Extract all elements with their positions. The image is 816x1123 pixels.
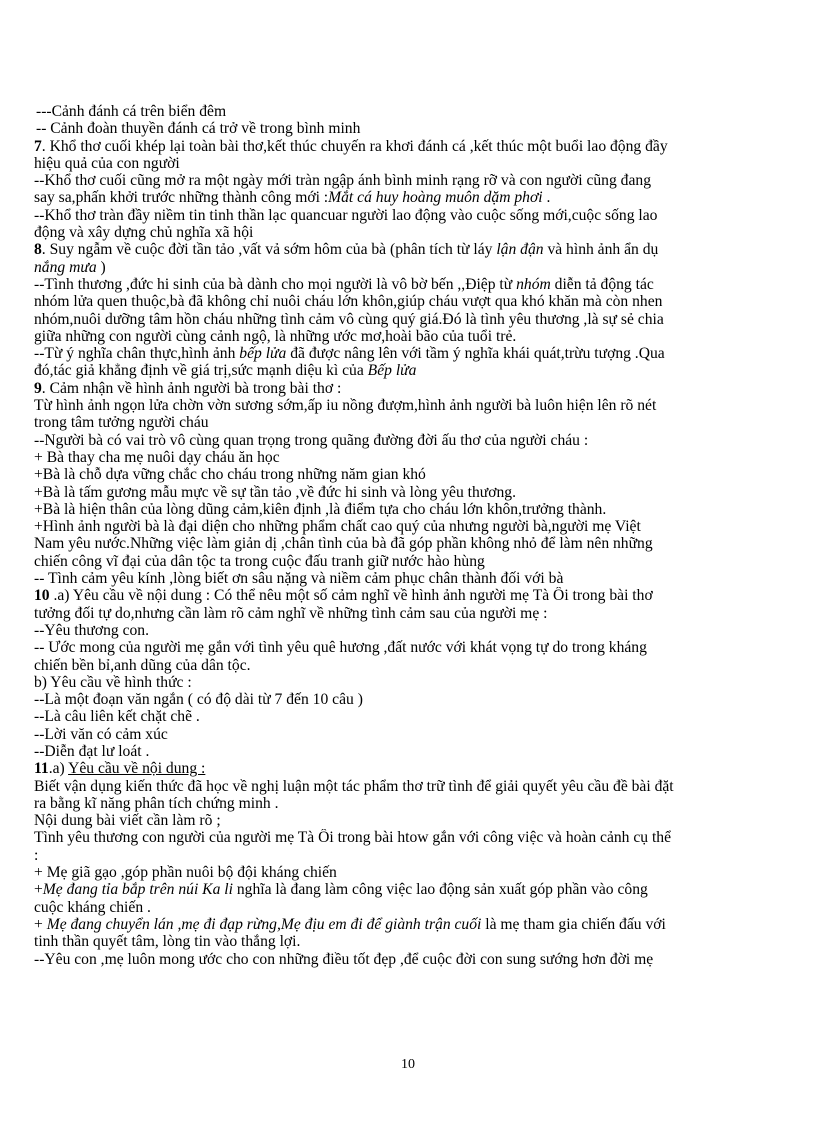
text-line (34, 484, 804, 501)
section-number: 9 (34, 379, 42, 397)
line-text: và hình ảnh ẩn dụ (543, 241, 659, 259)
line-text: +Bà là hiện thân của lòng dũng cảm,kiên định ,là điểm tựa cho cháu lớn khôn,trưởng thành. (34, 500, 607, 518)
line-text: đó,tác giả khẳng định về giá trị,sức mạnh diệu kì của (34, 362, 368, 380)
text-line (34, 466, 804, 483)
line-text: --Là câu liên kết chặt chẽ . (34, 708, 200, 726)
line-text: + (34, 881, 43, 899)
line-text: nghĩa là đang làm công việc lao động sản xuất góp phần vào công (232, 881, 648, 899)
text-line (34, 103, 804, 120)
line-text: -- Cảnh đoàn thuyền đánh cá trở về trong bình minh (36, 120, 361, 138)
text-line (34, 881, 804, 898)
line-text: trong tâm tưởng người cháu (34, 414, 209, 432)
text-line (34, 812, 804, 829)
text-line (34, 120, 804, 137)
line-text: --Từ ý nghĩa chân thực,hình ảnh (34, 345, 240, 363)
line-text: . Khổ thơ cuối khép lại toàn bài thơ,kết thúc chuyến ra khơi đánh cá ,kết thúc một buổi lao động đầy (41, 137, 668, 155)
italic-quote: Mẹ đang tỉa bắp trên núi Ka li (42, 881, 233, 899)
page-number: 10 (401, 1057, 415, 1072)
text-line (34, 501, 804, 518)
text-line (34, 276, 804, 293)
line-text: là mẹ tham gia chiến đấu với (481, 915, 666, 933)
text-line (34, 172, 804, 189)
line-text: say sa,phấn khởi trước những thành công mới : (34, 189, 329, 207)
text-line (34, 726, 804, 743)
line-text: -- Tình cảm yêu kính ,lòng biết ơn sâu nặng và niềm cảm phục chân thành đối với bà (34, 570, 564, 588)
line-text: giữa những con người cùng cảnh ngộ, là những ước mơ,hoài bão của tuổi trẻ. (34, 327, 517, 345)
line-text: hiệu quả của con người (34, 154, 180, 172)
text-line (34, 708, 804, 725)
line-text: : (34, 846, 39, 864)
line-text: --Người bà có vai trò vô cùng quan trọng trong quãng đường đời ấu thơ của người cháu : (34, 431, 589, 449)
section-number: 8 (34, 241, 42, 259)
text-line (34, 414, 804, 431)
line-text: -- Ước mong của người mẹ gắn với tình yêu quê hương ,đất nước với khát vọng tự do trong kháng (34, 639, 647, 657)
section-number: 10 (34, 587, 50, 605)
text-line (34, 743, 804, 760)
line-text: +Bà là tấm gương mẫu mực về sự tần tảo ,về đức hi sinh và lòng yêu thương. (34, 483, 516, 501)
text-line (34, 674, 804, 691)
italic-quote: nắng mưa (34, 258, 97, 276)
line-text: Từ hình ảnh ngọn lửa chờn vờn sương sớm,ấp iu nồng đượm,hình ảnh người bà luôn hiện lên rõ nét (34, 397, 657, 415)
line-text: Tình yêu thương con người của người mẹ Tà Ôi trong bài htow gắn với công việc và hoàn cảnh cụ thể (34, 829, 672, 847)
line-text: --Khổ thơ tràn đầy niềm tin tinh thần lạc quancuar người lao động vào cuộc sống mới,cuộc sống lao (34, 206, 658, 224)
text-line (34, 916, 804, 933)
line-text: cuộc kháng chiến . (34, 898, 151, 916)
text-line (34, 829, 804, 846)
text-line (34, 691, 804, 708)
text-line (34, 362, 804, 379)
line-text: + (34, 915, 47, 933)
line-text: .a) Yêu cầu về nội dung : Có thể nêu một số cảm nghĩ về hình ảnh người mẹ Tà Ôi trong bài thơ (49, 587, 653, 605)
text-line (34, 899, 804, 916)
text-line (34, 189, 804, 206)
underlined-heading: Yêu cầu về nội dung : (68, 760, 206, 778)
text-line (34, 293, 804, 310)
text-line (34, 311, 804, 328)
line-text: Nội dung bài viết cần làm rõ ; (34, 812, 221, 830)
line-text: --Là một đoạn văn ngắn ( có độ dài từ 7 đến 10 câu ) (34, 691, 363, 709)
text-line (34, 155, 804, 172)
line-text: +Bà là chỗ dựa vững chắc cho cháu trong những năm gian khó (34, 466, 426, 484)
section-number: 11 (34, 760, 49, 778)
text-line (34, 760, 804, 777)
text-line (34, 380, 804, 397)
line-text: . (542, 189, 551, 207)
line-text: diễn tả động tác (550, 275, 654, 293)
line-text: b) Yêu cầu về hình thức : (34, 673, 192, 691)
line-text: ---Cảnh đánh cá trên biển đêm (36, 103, 227, 120)
line-text: --Yêu thương con. (34, 621, 149, 639)
line-text: động và xây dựng chủ nghĩa xã hội (34, 224, 254, 242)
line-text: đã được nâng lên với tầm ý nghĩa khái quát,trừu tượng .Qua (286, 345, 665, 363)
text-line (34, 605, 804, 622)
italic-quote: nhóm (516, 275, 551, 293)
line-text: --Lời văn có cảm xúc (34, 725, 168, 743)
line-text: tinh thần quyết tâm, lòng tin vào thắng lợi. (34, 933, 301, 951)
text-line (34, 345, 804, 362)
text-line (34, 587, 804, 604)
line-text: nhóm,nuôi dưỡng tâm hồn cháu những tình cảm vô cùng quý giá.Đó là tình yêu thương ,là sự sẻ chia (34, 310, 664, 328)
text-line (34, 432, 804, 449)
text-line (34, 657, 804, 674)
text-line (34, 535, 804, 552)
line-text: tưởng đối tự do,nhưng cần làm rõ cảm nghĩ về những tình cảm sau của người mẹ : (34, 604, 548, 622)
italic-quote: Mẹ đang chuyển lán ,mẹ đi đạp rừng,Mẹ địu em đi để giành trận cuối (46, 915, 482, 933)
text-line (34, 553, 804, 570)
text-line (34, 207, 804, 224)
text-line (34, 328, 804, 345)
line-text: --Tình thương ,đức hi sinh của bà dành cho mọi người là vô bờ bến ,,Điệp từ (34, 275, 517, 293)
text-line (34, 951, 804, 968)
text-line (34, 259, 804, 276)
line-text: Biết vận dụng kiến thức đã học về nghị luận một tác phẩm thơ trữ tình để giải quyết yêu cầu đề bài đặt (34, 777, 674, 795)
text-line (34, 847, 804, 864)
text-line (34, 570, 804, 587)
section-number: 7 (34, 137, 42, 155)
text-line (34, 449, 804, 466)
text-line (34, 241, 804, 258)
line-text: --Yêu con ,mẹ luôn mong ước cho con những điều tốt đẹp ,để cuộc đời con sung sướng hơn đời mẹ (34, 950, 654, 968)
line-text: . Suy ngẫm về cuộc đời tần tảo ,vất vả sớm hôm của bà (phân tích từ láy (41, 241, 497, 259)
line-text: +Hình ảnh người bà là đại diện cho những phẩm chất cao quý của nhưng người bà,người mẹ Việt (34, 518, 641, 536)
text-line (34, 778, 804, 795)
line-text: + Mẹ giã gạo ,góp phần nuôi bộ đội kháng chiến (34, 864, 337, 882)
line-text: .a) (48, 760, 69, 778)
line-text: --Diễn đạt lư loát . (34, 742, 150, 760)
line-text: ra bằng kĩ năng phân tích chứng minh . (34, 794, 279, 812)
text-line (34, 639, 804, 656)
text-line (34, 622, 804, 639)
italic-quote: lận đận (496, 241, 544, 259)
text-line (34, 397, 804, 414)
text-line (34, 518, 804, 535)
line-text: chiến công vĩ đại của dân tộc ta trong cuộc đấu tranh giữ nước hào hùng (34, 552, 485, 570)
line-text: nhóm lửa quen thuộc,bà đã không chỉ nuôi cháu lớn khôn,giúp cháu vượt qua khó khăn mà còn nhen (34, 293, 663, 311)
italic-quote: bếp lửa (239, 345, 287, 363)
line-text: chiến bền bỉ,anh dũng của dân tộc. (34, 656, 251, 674)
italic-quote: Bếp lửa (367, 362, 417, 380)
line-text: ) (96, 258, 106, 276)
line-text: . Cảm nhận về hình ảnh người bà trong bài thơ : (41, 379, 342, 397)
text-line (34, 224, 804, 241)
document-body (34, 103, 804, 968)
italic-quote: Mắt cá huy hoàng muôn dặm phơi (328, 189, 543, 207)
line-text: Nam yêu nước.Những việc làm giản dị ,chân tình của bà đã góp phần không nhỏ để làm nên những (34, 535, 653, 553)
text-line (34, 864, 804, 881)
line-text: + Bà thay cha mẹ nuôi dạy cháu ăn học (34, 448, 280, 466)
text-line (34, 795, 804, 812)
line-text: --Khổ thơ cuối cũng mở ra một ngày mới tràn ngập ánh bình minh rạng rỡ và con người cũng đang (34, 172, 651, 190)
text-line (34, 138, 804, 155)
text-line (34, 933, 804, 950)
